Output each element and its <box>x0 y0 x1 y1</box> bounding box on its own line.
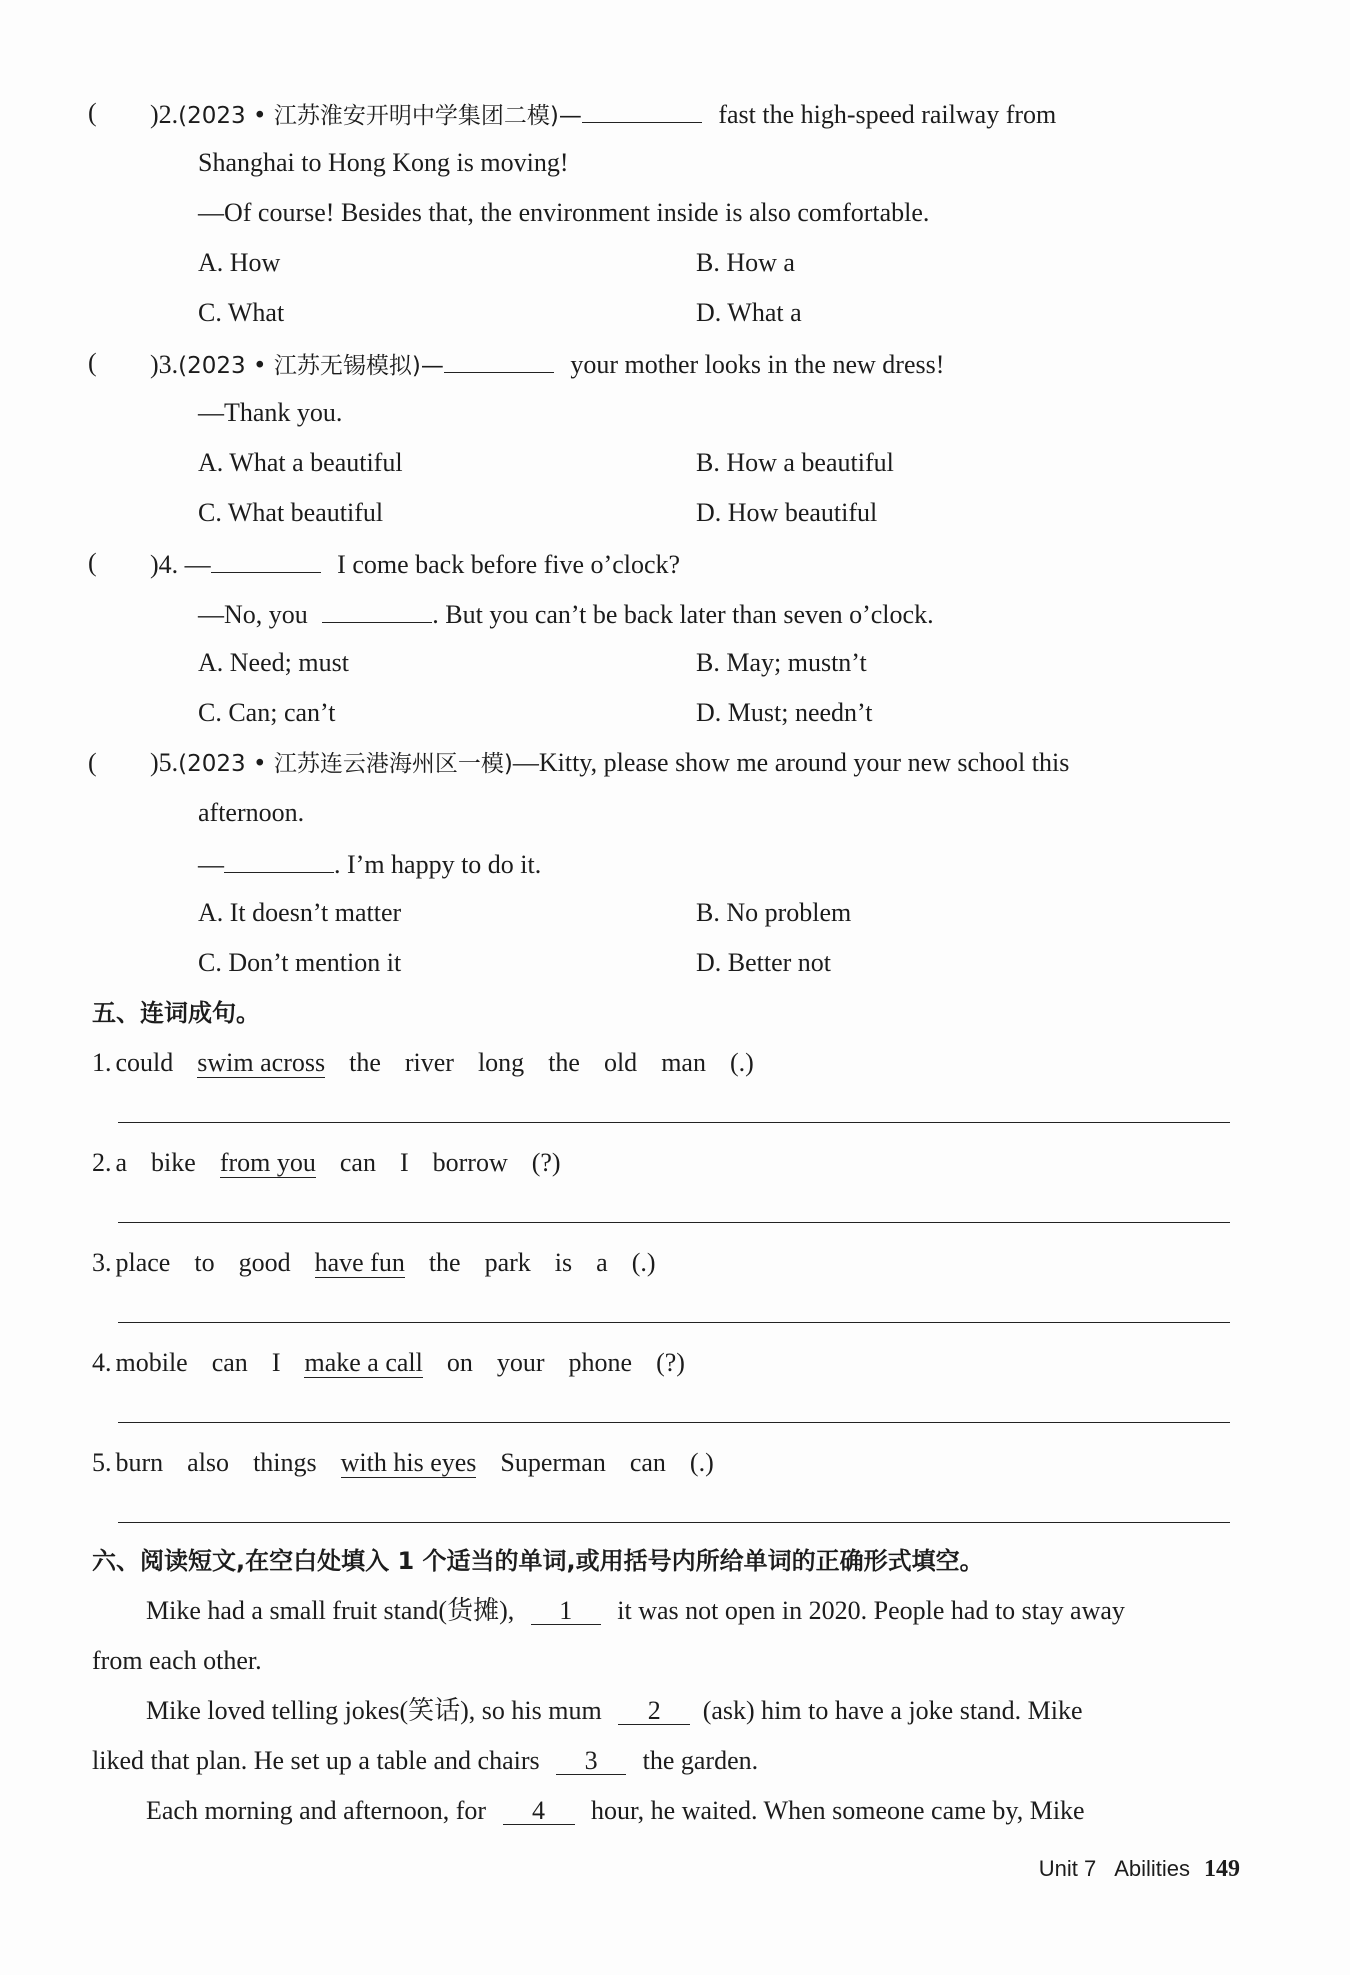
question-number: )4. — <box>150 550 211 579</box>
answer-paren-q3[interactable]: ( <box>88 348 97 377</box>
question-source: (2023 • 江苏无锡模拟)— <box>178 353 444 379</box>
word: river <box>404 1048 454 1077</box>
underlined-phrase: have fun <box>314 1248 405 1277</box>
option-a: A. It doesn’t matter <box>198 898 402 927</box>
underlined-phrase: swim across <box>197 1048 326 1077</box>
word: (.) <box>729 1048 754 1077</box>
answer-paren-q5[interactable]: ( <box>88 748 97 777</box>
word: long <box>477 1048 525 1077</box>
word: I <box>399 1148 409 1177</box>
question-number: )5. <box>150 748 179 777</box>
question-text: fast the high-speed railway from <box>718 100 1057 129</box>
underlined-phrase: make a call <box>304 1348 423 1377</box>
option-d: D. Must; needn’t <box>696 698 873 727</box>
passage-line-4 <box>92 1744 758 1778</box>
word: mobile <box>115 1348 188 1377</box>
question-3-line-2: —Thank you. <box>198 398 343 427</box>
item-number: 3. <box>92 1248 112 1277</box>
reorder-item-3 <box>92 1246 680 1280</box>
word: a <box>115 1148 128 1177</box>
answer-blank[interactable] <box>444 346 554 373</box>
passage-line-2: from each other. <box>92 1646 262 1675</box>
question-source: (2023 • 江苏连云港海州区一模) <box>178 751 513 777</box>
reorder-item-4 <box>92 1346 709 1380</box>
word: (.) <box>689 1448 714 1477</box>
word: bike <box>151 1148 196 1177</box>
option-a: A. How <box>198 248 281 277</box>
word: your <box>496 1348 545 1377</box>
word: the <box>428 1248 461 1277</box>
question-4-line-2 <box>198 596 934 632</box>
passage-blank-4[interactable]: 4 <box>503 1796 575 1825</box>
answer-blank[interactable] <box>224 846 334 873</box>
option-a: A. What a beautiful <box>198 448 403 477</box>
page-footer <box>1039 1854 1240 1884</box>
item-number: 2. <box>92 1148 112 1177</box>
section-5-title: 五、连词成句。 <box>92 999 260 1027</box>
question-3-line-1 <box>150 346 944 383</box>
passage-text: (ask) him to have a joke stand. Mike <box>702 1696 1083 1725</box>
passage-text: Mike loved telling jokes(笑话), so his mum <box>146 1696 602 1725</box>
question-text: I come back before five o’clock? <box>337 550 681 579</box>
passage-blank-1[interactable]: 1 <box>531 1596 601 1625</box>
option-d: D. Better not <box>696 948 832 977</box>
section-6-title: 六、阅读短文,在空白处填入 1 个适当的单词,或用括号内所给单词的正确形式填空。 <box>92 1547 984 1575</box>
answer-line-2[interactable] <box>118 1222 1230 1223</box>
passage-text: it was not open in 2020. People had to stay away <box>617 1596 1125 1625</box>
word: can <box>629 1448 666 1477</box>
word: park <box>484 1248 531 1277</box>
reorder-item-2 <box>92 1146 585 1180</box>
word: place <box>115 1248 171 1277</box>
question-source: (2023 • 江苏淮安开明中学集团二模)— <box>178 103 582 129</box>
word: (?) <box>531 1148 561 1177</box>
passage-line-5 <box>146 1794 1085 1828</box>
option-a: A. Need; must <box>198 648 349 677</box>
passage-blank-2[interactable]: 2 <box>618 1696 690 1725</box>
unit-label: Unit 7 <box>1038 1856 1097 1881</box>
question-text: —No, you <box>198 600 308 629</box>
word: also <box>187 1448 230 1477</box>
word: things <box>253 1448 317 1477</box>
passage-text: the garden. <box>642 1746 759 1775</box>
word: (?) <box>656 1348 685 1377</box>
question-text: —Kitty, please show me around your new school this <box>512 748 1070 777</box>
question-number: )2. <box>150 100 179 129</box>
passage-text: hour, he waited. When someone came by, Mike <box>591 1796 1085 1825</box>
question-text: . But you can’t be back later than seven o’clock. <box>432 600 934 629</box>
word: the <box>349 1048 381 1077</box>
word: man <box>661 1048 706 1077</box>
question-text: . I’m happy to do it. <box>334 850 542 879</box>
word: can <box>211 1348 248 1377</box>
answer-blank[interactable] <box>322 596 432 623</box>
item-number: 5. <box>92 1448 112 1477</box>
question-2-line-1 <box>150 96 1056 133</box>
option-c: C. Don’t mention it <box>198 948 402 977</box>
passage-line-3 <box>146 1694 1082 1728</box>
reorder-item-1 <box>92 1046 778 1080</box>
question-4-line-1 <box>150 546 680 582</box>
reorder-item-5 <box>92 1446 738 1480</box>
question-5-line-1 <box>150 746 1069 781</box>
answer-line-1[interactable] <box>118 1122 1230 1123</box>
question-5-line-2: afternoon. <box>198 798 305 827</box>
word: is <box>554 1248 573 1277</box>
answer-line-4[interactable] <box>118 1422 1230 1423</box>
word: on <box>446 1348 473 1377</box>
word: good <box>238 1248 291 1277</box>
answer-paren-q4[interactable]: ( <box>88 548 97 577</box>
answer-blank[interactable] <box>211 546 321 573</box>
question-2-line-2: Shanghai to Hong Kong is moving! <box>198 148 569 177</box>
answer-line-3[interactable] <box>118 1322 1230 1323</box>
passage-text: Mike had a small fruit stand(货摊), <box>146 1596 515 1625</box>
word: I <box>271 1348 281 1377</box>
answer-line-5[interactable] <box>118 1522 1230 1523</box>
word: borrow <box>432 1148 508 1177</box>
option-c: C. Can; can’t <box>198 698 336 727</box>
question-5-line-3 <box>198 846 541 882</box>
option-d: D. How beautiful <box>696 498 878 527</box>
passage-text: liked that plan. He set up a table and chairs <box>92 1746 540 1775</box>
passage-text: Each morning and afternoon, for <box>146 1796 487 1825</box>
question-text: your mother looks in the new dress! <box>570 350 945 379</box>
option-c: C. What <box>198 298 285 327</box>
page-number: 149 <box>1204 1856 1240 1882</box>
answer-paren-q2[interactable]: ( <box>88 98 97 127</box>
passage-blank-3[interactable]: 3 <box>556 1746 626 1775</box>
item-number: 1. <box>92 1048 112 1077</box>
option-b: B. How a <box>696 248 795 277</box>
item-number: 4. <box>92 1348 112 1377</box>
word: old <box>603 1048 638 1077</box>
question-2-line-3: —Of course! Besides that, the environment inside is also comfortable. <box>198 198 930 227</box>
word: can <box>339 1148 376 1177</box>
option-b: B. May; mustn’t <box>696 648 867 677</box>
word: to <box>194 1248 215 1277</box>
unit-title: Abilities <box>1114 1856 1190 1881</box>
option-b: B. How a beautiful <box>696 448 894 477</box>
option-d: D. What a <box>696 298 802 327</box>
question-number: )3. <box>150 350 179 379</box>
word: (.) <box>631 1248 656 1277</box>
underlined-phrase: from you <box>219 1148 316 1177</box>
word: burn <box>115 1448 164 1477</box>
question-text: — <box>198 850 224 879</box>
passage-line-1 <box>146 1594 1125 1628</box>
word: the <box>548 1048 580 1077</box>
word: Superman <box>500 1448 606 1477</box>
underlined-phrase: with his eyes <box>340 1448 477 1477</box>
answer-blank[interactable] <box>582 96 702 123</box>
option-b: B. No problem <box>696 898 852 927</box>
word: phone <box>568 1348 633 1377</box>
option-c: C. What beautiful <box>198 498 384 527</box>
word: could <box>115 1048 174 1077</box>
word: a <box>596 1248 608 1277</box>
